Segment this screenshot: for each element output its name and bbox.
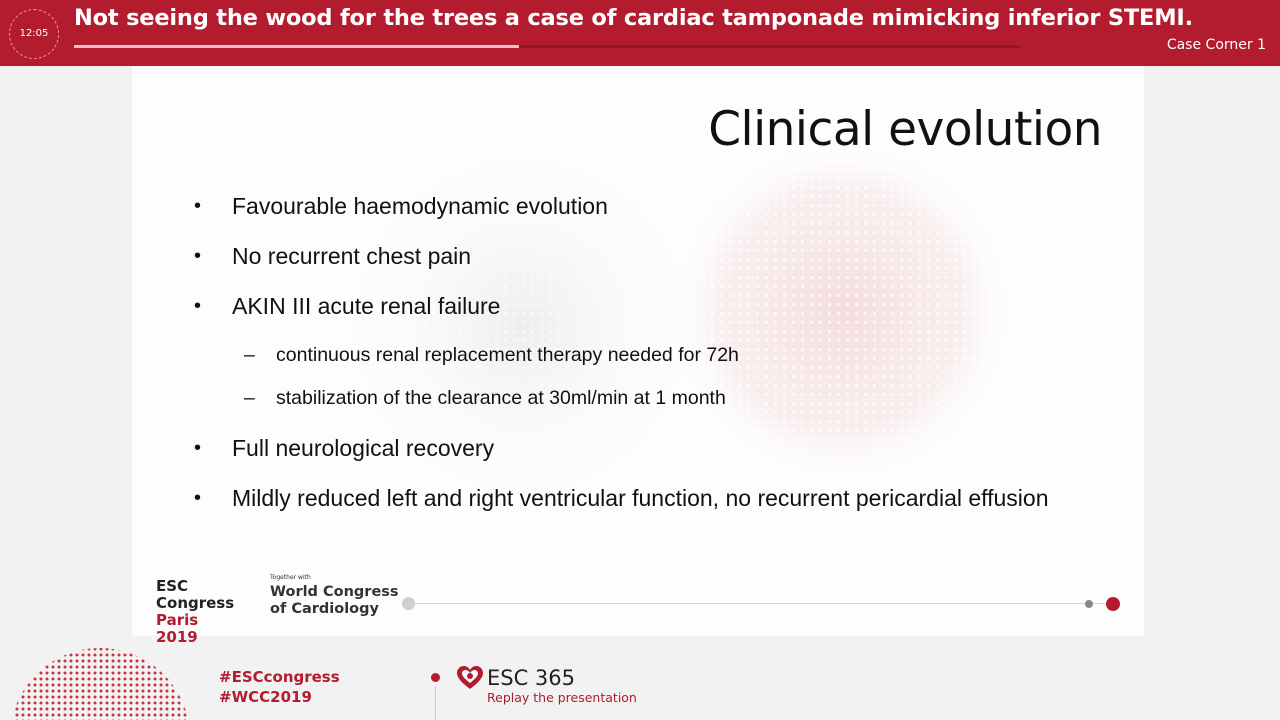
bullet-text: Mildly reduced left and right ventricular function, no recurrent pericardial effusion — [232, 485, 1049, 511]
bullet-item — [192, 184, 1087, 228]
progress-fill — [74, 45, 519, 48]
wcc-line1: World Congress — [270, 584, 399, 600]
bullet-item — [192, 476, 1087, 520]
wcc-line2: of Cardiology — [270, 601, 379, 617]
sub-bullet-text: stabilization of the clearance at 30ml/min at 1 month — [276, 387, 726, 409]
bullet-text: Favourable haemodynamic evolution — [232, 193, 608, 219]
talk-title: Not seeing the wood for the trees a case of cardiac tamponade mimicking inferior STEMI. — [74, 5, 1193, 31]
bullet-dot: • — [194, 487, 202, 509]
heart-logo-icon — [456, 665, 484, 691]
sub-bullet-list — [192, 334, 1087, 420]
sub-bullet-dash: – — [244, 387, 255, 409]
globe-pattern-icon — [8, 646, 198, 720]
sub-bullet-group — [192, 334, 1087, 420]
congress-line1: ESC Congress — [156, 577, 235, 612]
bullet-text: AKIN III acute renal failure — [232, 293, 501, 319]
sub-bullet-item — [192, 334, 1087, 377]
hashtag-escc[interactable]: #ESCcongress — [219, 668, 340, 686]
sub-bullet-item — [192, 377, 1087, 420]
footer-dot — [431, 673, 440, 682]
bullet-item — [192, 426, 1087, 470]
congress-line2: Paris 2019 — [156, 611, 199, 646]
slide-title: Clinical evolution — [708, 102, 1102, 157]
hashtag-wcc[interactable]: #WCC2019 — [219, 688, 312, 706]
sub-bullet-dash: – — [244, 344, 255, 366]
slide — [132, 66, 1144, 646]
session-name: Case Corner 1 — [1166, 37, 1266, 53]
bullet-text: Full neurological recovery — [232, 435, 495, 461]
bullet-dot: • — [194, 245, 202, 267]
bullet-dot: • — [194, 437, 202, 459]
slide-line-mid-dot — [1085, 600, 1093, 608]
sub-bullet-text: continuous renal replacement therapy needed for 72h — [276, 344, 739, 366]
header-bar — [0, 0, 1280, 66]
footer-divider — [435, 686, 436, 720]
congress-name — [156, 578, 234, 646]
clock-time: 12:05 — [19, 28, 49, 39]
bullet-dot: • — [194, 195, 202, 217]
slide-divider-line — [408, 603, 1113, 604]
bullet-item — [192, 234, 1087, 278]
replay-link[interactable]: Replay the presentation — [487, 690, 637, 705]
bullet-list — [192, 184, 1087, 526]
clock-icon — [9, 9, 59, 59]
wcc-name — [270, 574, 399, 618]
slide-line-end-dot — [1106, 597, 1120, 611]
progress-bar[interactable] — [74, 45, 1020, 48]
together-with-label: Together with — [270, 574, 311, 581]
bullet-dot: • — [194, 295, 202, 317]
esc365-logo[interactable] — [487, 666, 637, 706]
bullet-item — [192, 284, 1087, 328]
esc365-name: ESC 365 — [487, 666, 576, 690]
bullet-text: No recurrent chest pain — [232, 243, 472, 269]
hashtags — [219, 667, 340, 707]
slide-line-start-dot — [402, 597, 415, 610]
